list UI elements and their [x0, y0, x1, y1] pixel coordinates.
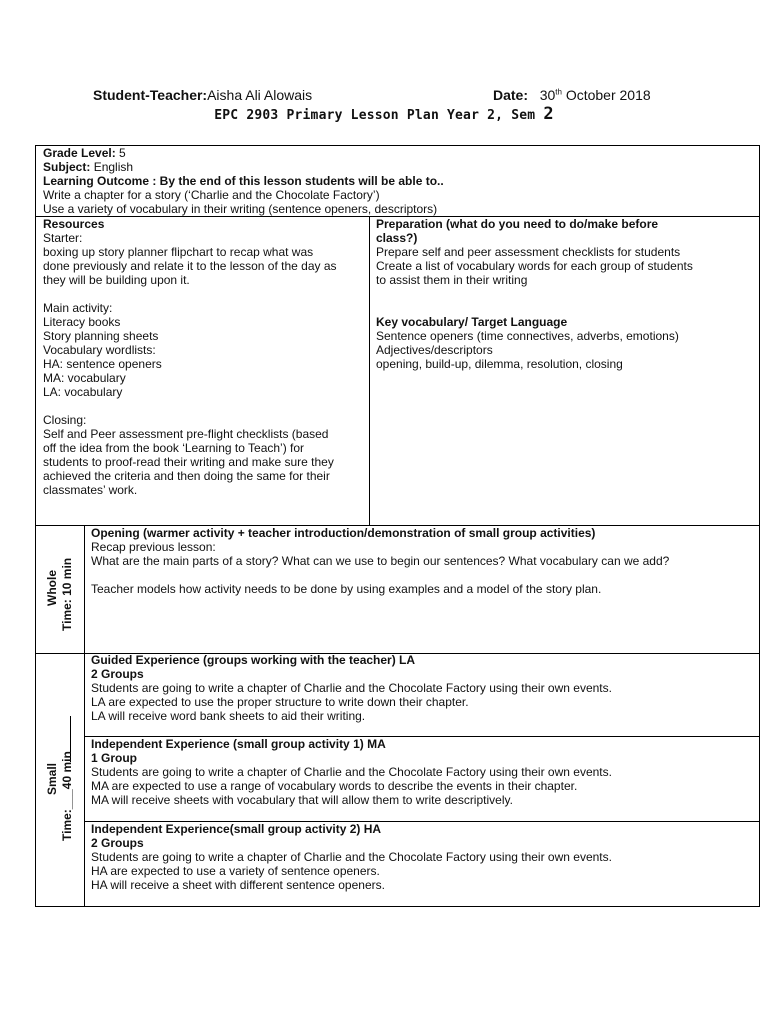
- resources-line: [43, 287, 337, 301]
- date-label: Date:: [493, 87, 529, 103]
- resources-line: students to proof-read their writing and make sure they: [43, 455, 334, 469]
- resources-line: Literacy books: [43, 315, 121, 329]
- date-line: [493, 87, 651, 103]
- resources-line: Main activity:: [43, 301, 113, 315]
- vocabulary-line: opening, build-up, dilemma, resolution, closing: [376, 357, 623, 371]
- title-main: EPC 2903 Primary Lesson Plan Year 2, Sem: [214, 108, 536, 123]
- independent-experience-1-cell: [91, 737, 612, 807]
- column-divider-resources: [369, 216, 370, 525]
- page-title: [0, 104, 768, 124]
- independent-2-groups: 2 Groups: [91, 836, 144, 850]
- table-border-right: [759, 145, 760, 907]
- resources-line: done previously and relate it to the lesson of the day as: [43, 259, 337, 273]
- whole-label: Whole: [45, 570, 59, 606]
- preparation-heading-cont: class?): [376, 231, 418, 245]
- opening-line: Teacher models how activity needs to be done by using examples and a model of the story plan.: [91, 582, 602, 596]
- resources-line: [43, 399, 337, 413]
- independent-1-heading: Independent Experience (small group activity 1) MA: [91, 737, 386, 751]
- opening-heading: Opening (warmer activity + teacher introduction/demonstration of small group activities): [91, 526, 596, 540]
- independent-experience-2-cell: [91, 822, 612, 892]
- key-vocabulary-heading: Key vocabulary/ Target Language: [376, 315, 568, 329]
- resources-line: HA: sentence openers: [43, 357, 162, 371]
- guided-groups: 2 Groups: [91, 667, 144, 681]
- resources-cell: [43, 217, 337, 497]
- learning-outcome-line: Use a variety of vocabulary in their writing (sentence openers, descriptors): [43, 202, 438, 216]
- preparation-cell: [376, 217, 693, 371]
- whole-time-label: Time: 10 min: [60, 557, 74, 631]
- resources-line: they will be building upon it.: [43, 273, 190, 287]
- independent-1-line: MA will receive sheets with vocabulary that will allow them to write descriptively.: [91, 793, 513, 807]
- independent-2-line: Students are going to write a chapter of Charlie and the Chocolate Factory using their own events.: [91, 850, 612, 864]
- independent-2-line: HA will receive a sheet with different sentence openers.: [91, 878, 385, 892]
- guided-experience-cell: [91, 653, 612, 723]
- guided-heading: Guided Experience (groups working with the teacher) LA: [91, 653, 416, 667]
- overview-block: [43, 146, 444, 216]
- small-label: Small: [45, 762, 59, 795]
- independent-2-heading: Independent Experience(small group activity 2) HA: [91, 822, 382, 836]
- learning-outcome-line: Write a chapter for a story (‘Charlie and the Chocolate Factory’): [43, 188, 380, 202]
- preparation-heading: Preparation (what do you need to do/make before: [376, 217, 659, 231]
- table-border-left: [35, 145, 36, 907]
- resources-heading: Resources: [43, 217, 105, 231]
- guided-line: LA will receive word bank sheets to aid their writing.: [91, 709, 366, 723]
- opening-line: Recap previous lesson:: [91, 540, 216, 554]
- student-teacher-label: Student-Teacher:: [93, 87, 208, 103]
- date-rest: October 2018: [565, 87, 651, 103]
- resources-line: Closing:: [43, 413, 87, 427]
- resources-line: Self and Peer assessment pre-flight checklists (based: [43, 427, 329, 441]
- table-border-bottom: [35, 906, 760, 907]
- vocabulary-line: Adjectives/descriptors: [376, 343, 493, 357]
- resources-line: Starter:: [43, 231, 83, 245]
- spacer: [376, 287, 693, 301]
- spacer: [91, 568, 669, 582]
- resources-line: boxing up story planner flipchart to recap what was: [43, 245, 314, 259]
- resources-line: LA: vocabulary: [43, 385, 123, 399]
- title-number: 2: [543, 104, 554, 124]
- resources-line: achieved the criteria and then doing the same for their: [43, 469, 330, 483]
- spacer: [376, 301, 693, 315]
- date-day: 30: [539, 87, 556, 103]
- resources-line: off the idea from the book ‘Learning to Teach’) for: [43, 441, 305, 455]
- guided-line: LA are expected to use the proper structure to write down their chapter.: [91, 695, 469, 709]
- small-time-label: Time:___40 min: [60, 751, 74, 841]
- independent-1-line: MA are expected to use a range of vocabulary words to describe the events in their chapter.: [91, 779, 578, 793]
- learning-outcome-heading: Learning Outcome : By the end of this lesson students will be able to..: [43, 174, 444, 188]
- student-teacher-name: Aisha Ali Alowais: [207, 87, 313, 103]
- grade-level: Grade Level: 5: [43, 146, 126, 160]
- preparation-line: Create a list of vocabulary words for each group of students: [376, 259, 693, 273]
- resources-line: Story planning sheets: [43, 329, 159, 343]
- column-divider-side: [84, 525, 85, 907]
- vocabulary-line: Sentence openers (time connectives, adverbs, emotions): [376, 329, 679, 343]
- independent-1-groups: 1 Group: [91, 751, 138, 765]
- independent-2-line: HA are expected to use a variety of sentence openers.: [91, 864, 380, 878]
- opening-line: What are the main parts of a story? What can we use to begin our sentences? What vocabulary can we add?: [91, 554, 670, 568]
- preparation-line: to assist them in their writing: [376, 273, 528, 287]
- guided-line: Students are going to write a chapter of Charlie and the Chocolate Factory using their own events.: [91, 681, 612, 695]
- resources-line: Vocabulary wordlists:: [43, 343, 156, 357]
- whole-cell: [91, 526, 669, 596]
- preparation-line: Prepare self and peer assessment checklists for students: [376, 245, 681, 259]
- date-suffix: th: [555, 87, 562, 97]
- subject: Subject: English: [43, 160, 134, 174]
- resources-line: MA: vocabulary: [43, 371, 126, 385]
- independent-1-line: Students are going to write a chapter of Charlie and the Chocolate Factory using their own events.: [91, 765, 612, 779]
- student-teacher-line: [93, 87, 312, 103]
- resources-line: classmates’ work.: [43, 483, 138, 497]
